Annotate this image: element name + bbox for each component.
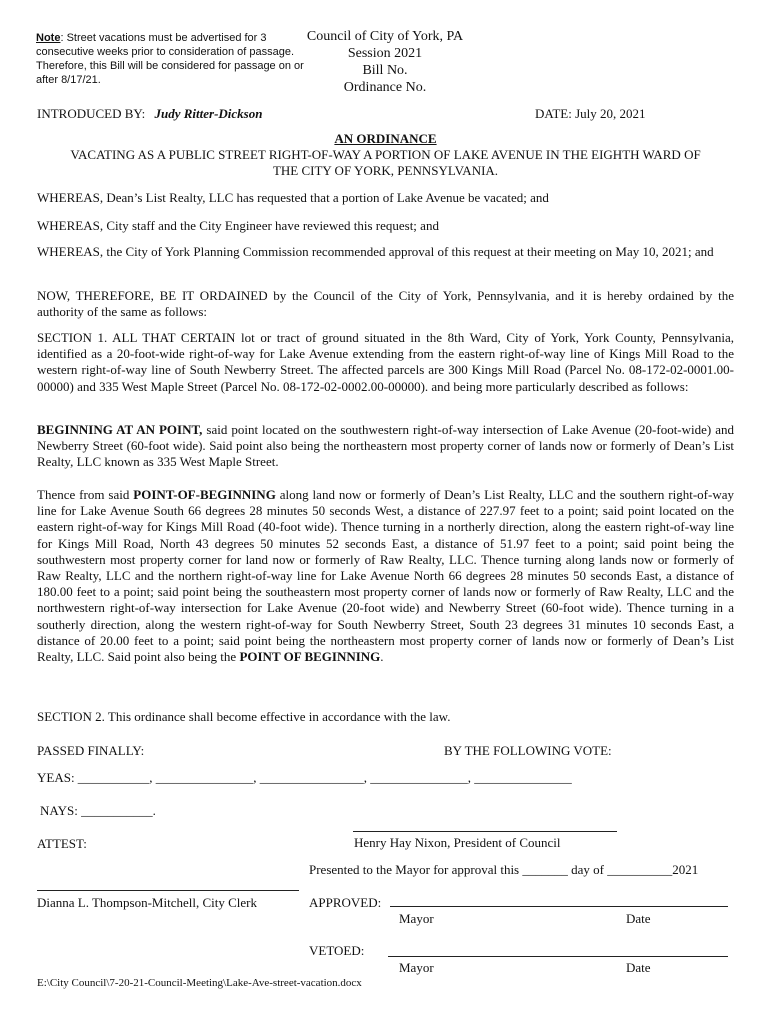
file-path-footer: E:\City Council\7-20-21-Council-Meeting\Lake-Ave-street-vacation.docx: [37, 977, 362, 989]
ordinance-heading: AN ORDINANCE: [334, 131, 437, 146]
section-1: SECTION 1. ALL THAT CERTAIN lot or tract of ground situated in the 8th Ward, City of York, York County, Pennsylvania, identified as a 20-foot-wide right-of-way for Lake Avenue extending from the eastern right-of-way line of Kings Mill Road to the western right-of-way line of South Newberry Street. The affected parcels are 300 Kings Mill Road (Parcel No. 08-172-02-0001.00-00000) and 335 West Maple Street (Parcel No. 08-172-02-0002.00-00000). and being more particularly described as follows:: [37, 330, 734, 394]
thence-paragraph: [37, 487, 734, 665]
approved-date-label: Date: [626, 911, 651, 926]
whereas-1: WHEREAS, Dean’s List Realty, LLC has requested that a portion of Lake Avenue be vacated; and: [37, 190, 549, 205]
beginning-paragraph: [37, 422, 734, 471]
vetoed-mayor-label: Mayor: [399, 960, 434, 975]
thence-text: along land now or formerly of Dean’s List Realty, LLC and the southern right-of-way line for Lake Avenue South 66 degrees 28 minutes 50 seconds West, a distance of 227.97 feet to a point; said point located on the eastern right-of-way for Kings Mill Road (40-foot wide). Thence turning in a northerly direction, along the eastern right-of-way line for Kings Mill Road, North 43 degrees 50 minutes 52 seconds East, a distance of 51.97 feet to a point; said point being the southwestern most property corner for land now or formerly of Raw Realty, LLC. Thence turning along lands now or formerly of Raw Realty, LLC and the northern right-of-way line for Lake Avenue North 66 degrees 28 minutes 50 seconds East, a distance of 180.00 feet to a point; said point being the southeastern most property corner of lands now or formerly of Raw Realty, LLC and the northwestern right-of-way intersection for Lake Avenue (20-foot wide) and Newberry Street (60-foot wide). Thence turning in a southerly direction, along the western right-of-way for South Newberry Street, South 23 degrees 31 minutes 10 seconds East, a distance of 20.00 feet to a point; said point being the northeastern most property corner of lands now or formerly of Dean’s List Realty, LLC. Said point also being the: [37, 487, 734, 665]
bill-date: DATE: July 20, 2021: [535, 106, 646, 121]
president-signature-line: [353, 831, 617, 832]
beginning-text: said point located on the southwestern right-of-way intersection of Lake Avenue (20-foot-wide) and Newberry Street (60-foot wide). Said point also being the northeastern most property corner of lands now or formerly of Dean’s List Realty, LLC known as 335 West Maple Street.: [37, 422, 734, 470]
session: Session 2021: [347, 46, 423, 61]
approved-signature-line: [390, 906, 728, 907]
by-following-vote: BY THE FOLLOWING VOTE:: [444, 743, 612, 758]
president-name: Henry Hay Nixon, President of Council: [354, 835, 561, 850]
presented-line: Presented to the Mayor for approval this _______ day of __________2021: [309, 862, 699, 877]
thence-bold-end: POINT OF BEGINNING: [239, 649, 381, 665]
vetoed-label: VETOED:: [309, 943, 365, 958]
yeas-line: YEAS: ___________, _______________, ________________, _______________, _______________: [37, 770, 572, 785]
attest-label: ATTEST:: [37, 836, 87, 851]
introducer-name: Judy Ritter-Dickson: [154, 106, 263, 121]
approved-label: APPROVED:: [309, 895, 382, 910]
approved-mayor-label: Mayor: [399, 911, 434, 926]
thence-end: .: [380, 649, 384, 665]
vetoed-date-label: Date: [626, 960, 651, 975]
introduced-by: [37, 106, 262, 122]
section-2: SECTION 2. This ordinance shall become effective in accordance with the law.: [37, 709, 451, 724]
advertising-note: [36, 31, 306, 87]
whereas-2: WHEREAS, City staff and the City Engineer have reviewed this request; and: [37, 218, 439, 233]
ordinance-title: [37, 131, 734, 179]
beginning-bold: BEGINNING AT AN POINT,: [37, 422, 203, 437]
bill-header: [290, 28, 480, 96]
note-text: : Street vacations must be advertised for 3 consecutive weeks prior to consideration of passage. Therefore, this Bill will be considered for passage on or after 8/17/21.: [36, 32, 304, 86]
thence-pre: Thence from said: [37, 487, 134, 502]
vetoed-signature-line: [388, 956, 728, 957]
whereas-3: WHEREAS, the City of York Planning Commission recommended approval of this request at their meeting on May 10, 2021; and: [37, 244, 714, 259]
council-name: Council of City of York, PA: [306, 29, 464, 44]
clerk-signature-line: [37, 890, 299, 891]
ordained-clause: NOW, THEREFORE, BE IT ORDAINED by the Council of the City of York, Pennsylvania, and it is hereby ordained by the authority of the same as follows:: [37, 288, 734, 320]
thence-bold-start: POINT-OF-BEGINNING: [133, 487, 276, 502]
nays-line: NAYS: ___________.: [40, 803, 156, 818]
bill-number: Bill No.: [362, 63, 408, 78]
ordinance-number: Ordinance No.: [343, 80, 427, 95]
clerk-name: Dianna L. Thompson-Mitchell, City Clerk: [37, 895, 258, 910]
introduced-label: INTRODUCED BY:: [37, 106, 146, 121]
passed-finally: PASSED FINALLY:: [37, 743, 145, 758]
ordinance-subtitle: VACATING AS A PUBLIC STREET RIGHT-OF-WAY A PORTION OF LAKE AVENUE IN THE EIGHTH WARD OF THE CITY OF YORK, PENNSYLVANIA.: [70, 147, 701, 178]
note-label: Note: [36, 32, 61, 44]
